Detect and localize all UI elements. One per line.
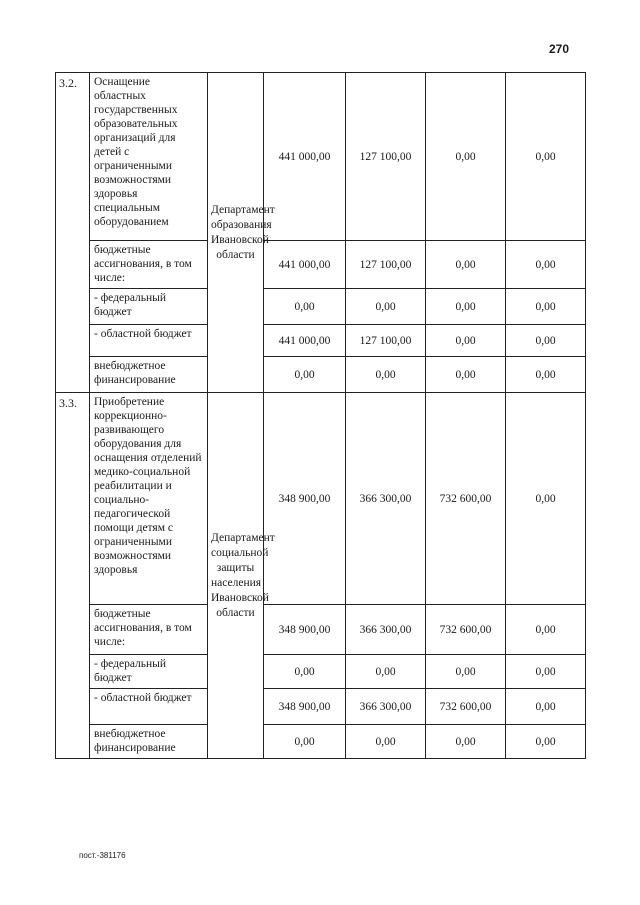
value-cell: 0,00 (264, 357, 346, 393)
value-cell: 127 100,00 (346, 73, 426, 241)
table-row (56, 73, 586, 241)
value-cell: 366 300,00 (346, 605, 426, 655)
value-cell: 366 300,00 (346, 393, 426, 605)
value-cell: 348 900,00 (264, 689, 346, 725)
item-title: Оснащение областных государственных образовательных организаций для детей с ограниченными возможностями здоровья специальным оборудованием (90, 73, 208, 241)
value-cell: 0,00 (506, 241, 586, 289)
value-cell: 348 900,00 (264, 393, 346, 605)
row-label: внебюджетное финансирование (90, 725, 208, 759)
page-number: 270 (549, 42, 570, 56)
value-cell: 0,00 (264, 655, 346, 689)
value-cell: 0,00 (264, 725, 346, 759)
value-cell: 348 900,00 (264, 605, 346, 655)
value-cell: 0,00 (506, 357, 586, 393)
row-label: бюджетные ассигнования, в том числе: (90, 241, 208, 289)
value-cell: 0,00 (346, 655, 426, 689)
value-cell: 732 600,00 (426, 605, 506, 655)
row-label: бюджетные ассигнования, в том числе: (90, 605, 208, 655)
budget-table-wrapper (55, 72, 565, 759)
value-cell: 0,00 (506, 325, 586, 357)
value-cell: 0,00 (426, 289, 506, 325)
row-label: - федеральный бюджет (90, 655, 208, 689)
document-footer: пост.-381176 (79, 851, 126, 860)
item-index: 3.2. (56, 73, 90, 393)
value-cell: 732 600,00 (426, 393, 506, 605)
budget-table (55, 72, 586, 759)
value-cell: 0,00 (506, 289, 586, 325)
value-cell: 0,00 (426, 725, 506, 759)
value-cell: 0,00 (426, 655, 506, 689)
row-label: внебюджетное финансирование (90, 357, 208, 393)
table-row (56, 289, 586, 325)
table-row (56, 725, 586, 759)
table-row (56, 605, 586, 655)
value-cell: 0,00 (346, 357, 426, 393)
row-label: - областной бюджет (90, 325, 208, 357)
table-row (56, 357, 586, 393)
value-cell: 732 600,00 (426, 689, 506, 725)
value-cell: 0,00 (506, 73, 586, 241)
value-cell: 0,00 (506, 689, 586, 725)
value-cell: 0,00 (506, 725, 586, 759)
value-cell: 0,00 (506, 393, 586, 605)
value-cell: 127 100,00 (346, 325, 426, 357)
value-cell: 0,00 (426, 73, 506, 241)
value-cell: 441 000,00 (264, 241, 346, 289)
value-cell: 0,00 (506, 655, 586, 689)
row-label: - областной бюджет (90, 689, 208, 725)
item-title: Приобретение коррекционно-развивающего оборудования для оснащения отделений медико-социальной реабилитации и социально-педагогической помощи детям с ограниченными возможностями здоровья (90, 393, 208, 605)
item-department: Департамент образования Ивановской области (208, 73, 264, 393)
table-row (56, 325, 586, 357)
item-department: Департамент социальной защиты населения Ивановской области (208, 393, 264, 759)
value-cell: 441 000,00 (264, 325, 346, 357)
table-row (56, 655, 586, 689)
item-index: 3.3. (56, 393, 90, 759)
table-row (56, 393, 586, 605)
table-row (56, 689, 586, 725)
value-cell: 0,00 (264, 289, 346, 325)
value-cell: 441 000,00 (264, 73, 346, 241)
value-cell: 0,00 (346, 725, 426, 759)
value-cell: 0,00 (426, 357, 506, 393)
value-cell: 0,00 (506, 605, 586, 655)
value-cell: 0,00 (426, 325, 506, 357)
row-label: - федеральный бюджет (90, 289, 208, 325)
value-cell: 0,00 (346, 289, 426, 325)
table-row (56, 241, 586, 289)
value-cell: 0,00 (426, 241, 506, 289)
value-cell: 366 300,00 (346, 689, 426, 725)
value-cell: 127 100,00 (346, 241, 426, 289)
